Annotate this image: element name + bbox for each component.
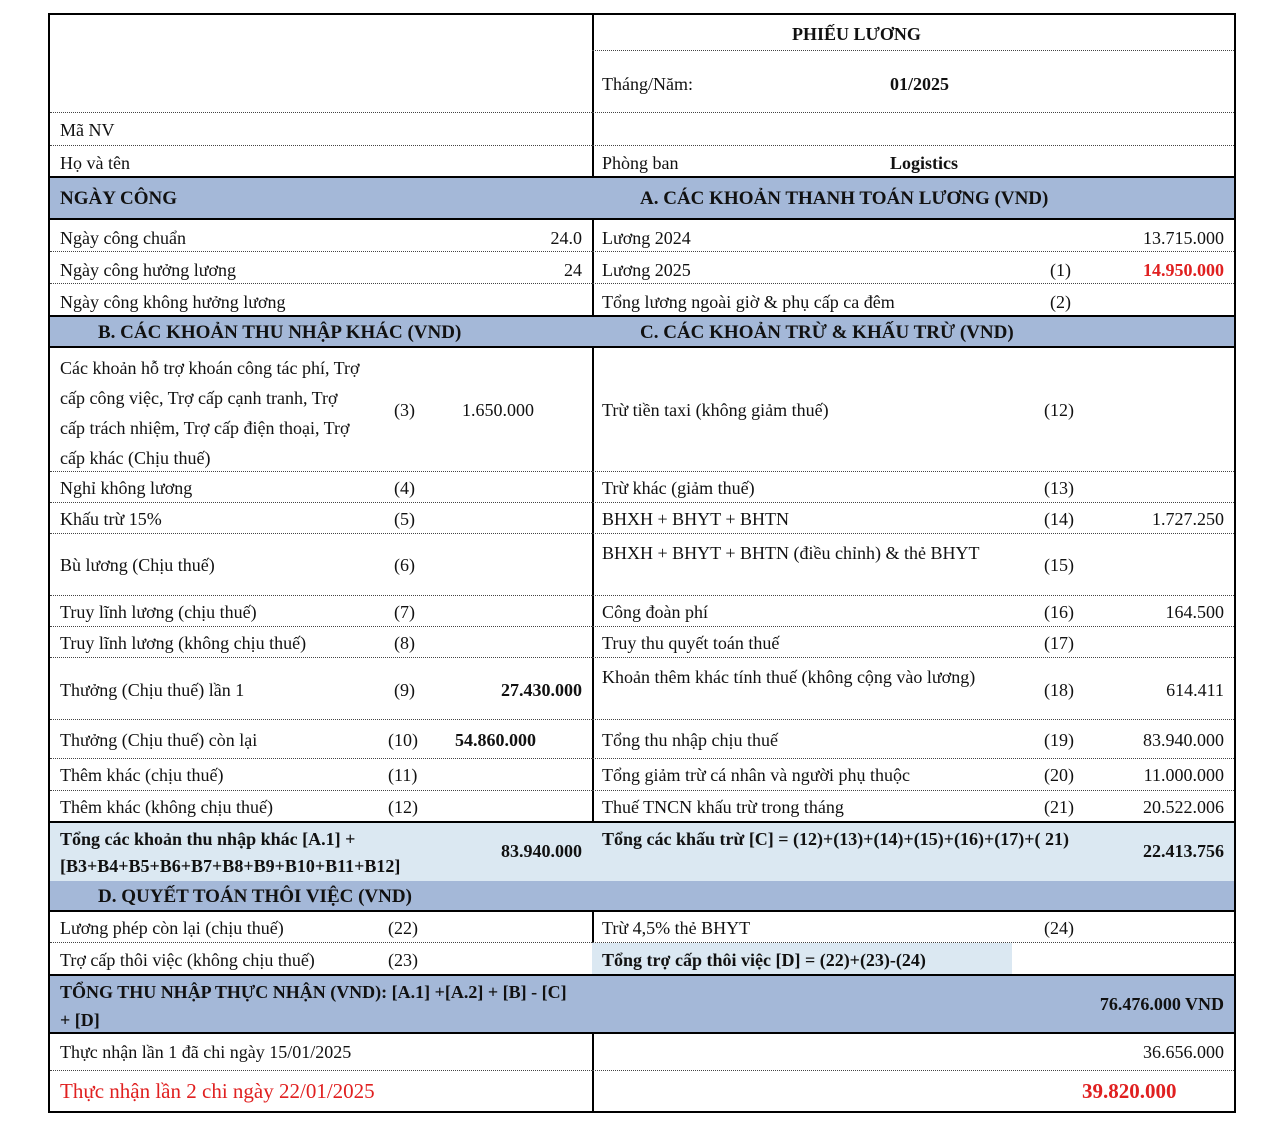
page-title: PHIẾU LƯƠNG [792,24,921,44]
salary-row: Lương 2025 (1) 14.950.000 [592,252,1234,284]
first-payment-value-row: 36.656.000 [592,1034,1234,1071]
income-row: Thưởng (Chịu thuế) lần 1 (9) 27.430.000 [50,658,592,720]
deduction-row: BHXH + BHYT + BHTN (14) 1.727.250 [592,503,1234,534]
income-row: Thêm khác (chịu thuế) (11) [50,759,592,791]
section-b-header: B. CÁC KHOẢN THU NHẬP KHÁC (VND) [50,317,592,348]
income-row: Truy lĩnh lương (không chịu thuế) (8) [50,627,592,658]
income-row: Truy lĩnh lương (chịu thuế) (7) [50,596,592,627]
section-d-header: D. QUYẾT TOÁN THÔI VIỆC (VND) [50,881,1234,912]
dept-value: Logistics [890,153,959,173]
severance-row: Trợ cấp thôi việc (không chịu thuế) (23) [50,943,592,976]
first-payment-row: Thực nhận lần 1 đã chi ngày 15/01/2025 [50,1034,592,1071]
income-row: Khấu trừ 15% (5) [50,503,592,534]
emp-code-label: Mã NV [60,120,115,140]
payslip-table [48,13,1236,1113]
salary-row: Tổng lương ngoài giờ & phụ cấp ca đêm (2) [592,284,1234,317]
severance-row: Trừ 4,5% thẻ BHYT (24) [592,912,1234,943]
ngay-cong-row: Ngày công hưởng lương 24 [50,252,592,284]
company-logo-area [50,15,592,113]
ngay-cong-header: NGÀY CÔNG [50,178,592,220]
income-total-row: Tổng các khoản thu nhập khác [A.1] + [B3+B4+B5+B6+B7+B8+B9+B10+B11+B12] 83.940.000 [50,823,592,881]
section-c-header: C. CÁC KHOẢN TRỪ & KHẤU TRỪ (VND) [592,317,1234,348]
dept-label: Phòng ban [602,153,679,173]
section-a-header: A. CÁC KHOẢN THANH TOÁN LƯƠNG (VND) [592,178,1234,220]
deduction-row: Trừ khác (giảm thuế) (13) [592,472,1234,503]
net-income-value-cell [592,976,1234,1034]
income-row: Thêm khác (không chịu thuế) (12) [50,791,592,823]
deduction-row: BHXH + BHYT + BHTN (điều chỉnh) & thẻ BHYT (15) [592,534,1234,596]
second-payment-row: Thực nhận lần 2 chi ngày 22/01/2025 39.820.000 [60,1079,1177,1103]
severance-row: Lương phép còn lại (chịu thuế) (22) [50,912,592,943]
income-row: Các khoản hỗ trợ khoán công tác phí, Trợ cấp công việc, Trợ cấp cạnh tranh, Trợ cấp trách nhiệm, Trợ cấp điện thoại, Trợ cấp khác (Chịu thuế) (3) 1.650.000 [50,348,592,472]
deduction-row: Truy thu quyết toán thuế (17) [592,627,1234,658]
net-income-value: 76.476.000 VND [1099,994,1224,1014]
salary-row: Lương 2024 13.715.000 [592,220,1234,252]
deduction-row: Tổng giảm trừ cá nhân và người phụ thuộc (20) 11.000.000 [592,759,1234,791]
income-row: Bù lương (Chịu thuế) (6) [50,534,592,596]
deduction-row: Trừ tiền taxi (không giảm thuế) (12) [592,348,1234,472]
deduction-row: Công đoàn phí (16) 164.500 [592,596,1234,627]
deduction-row: Khoản thêm khác tính thuế (không cộng vào lương) (18) 614.411 [592,658,1234,720]
net-income-label-cell: TỔNG THU NHẬP THỰC NHẬN (VND): [A.1] +[A.2] + [B] - [C] + [D] [50,976,592,1034]
month-value: 01/2025 [890,74,950,94]
deduction-row: Thuế TNCN khấu trừ trong tháng (21) 20.522.006 [592,791,1234,823]
severance-total-row: Tổng trợ cấp thôi việc [D] = (22)+(23)-(24) [592,943,1234,976]
deduction-row: Tổng thu nhập chịu thuế (19) 83.940.000 [592,720,1234,759]
ngay-cong-row: Ngày công chuẩn 24.0 [50,220,592,252]
month-label: Tháng/Năm: [602,74,693,94]
income-row: Thưởng (Chịu thuế) còn lại (10) 54.860.000 [50,720,592,759]
deduction-total-row: Tổng các khấu trừ [C] = (12)+(13)+(14)+(15)+(16)+(17)+( 21) 22.413.756 [592,823,1234,881]
income-row: Nghỉ không lương (4) [50,472,592,503]
ngay-cong-row: Ngày công không hưởng lương [50,284,592,317]
name-label: Họ và tên [60,153,130,173]
